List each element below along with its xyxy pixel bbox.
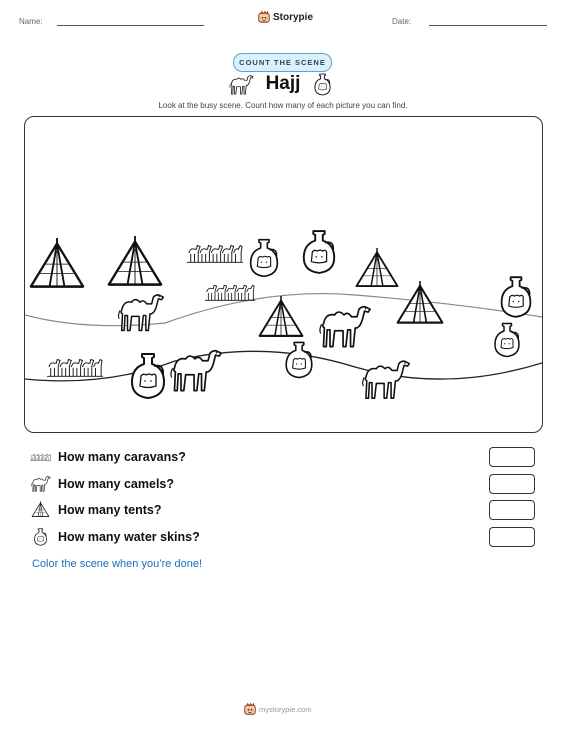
- question-text: How many camels?: [58, 477, 175, 491]
- scene-illustration: [25, 117, 542, 432]
- question-camels: [30, 475, 174, 493]
- tent-icon: [356, 248, 397, 286]
- question-water-skins: [30, 528, 200, 546]
- answer-box-camels[interactable]: [489, 474, 535, 494]
- water-skin-icon: [495, 324, 519, 357]
- date-field[interactable]: [429, 25, 547, 26]
- camel-icon: [320, 307, 370, 347]
- footer: [244, 703, 312, 715]
- camel-icon: [30, 475, 51, 493]
- activity-badge: [233, 53, 332, 72]
- answer-box-water-skins[interactable]: [489, 527, 535, 547]
- page-title: Hajj: [265, 73, 301, 94]
- question-text: How many caravans?: [58, 450, 186, 464]
- instructions: Look at the busy scene. Count how many of each picture you can find.: [158, 101, 408, 110]
- brand-name: Storypie: [273, 11, 314, 23]
- brand: [258, 11, 313, 23]
- water-skin-icon: [286, 342, 312, 377]
- water-skin-icon: [251, 240, 278, 277]
- date-label: Date:: [392, 17, 412, 26]
- water-skin-icon: [502, 277, 531, 317]
- question-caravans: [30, 448, 186, 466]
- name-field[interactable]: [57, 25, 204, 26]
- caravan-icon: [205, 285, 255, 300]
- tent-icon: [260, 296, 303, 336]
- answer-box-caravans[interactable]: [489, 447, 535, 467]
- water-skin-icon: [313, 73, 332, 96]
- scene-panel: [24, 116, 543, 433]
- water-skin-icon: [132, 354, 164, 398]
- storypie-logo-icon: [258, 11, 270, 23]
- tent-icon: [30, 501, 51, 519]
- caravan-icon: [187, 246, 243, 263]
- question-text: How many tents?: [58, 503, 162, 517]
- tent-icon: [109, 236, 161, 285]
- caravan-icon: [30, 452, 51, 462]
- storypie-logo-icon: [244, 703, 256, 715]
- water-skin-icon: [30, 528, 51, 546]
- tent-icon: [398, 281, 443, 323]
- water-skin-icon: [304, 231, 334, 273]
- badge-text: COUNT THE SCENE: [239, 58, 326, 67]
- name-label: Name:: [19, 17, 43, 26]
- footer-site: mystorypie.com: [259, 704, 312, 714]
- camel-icon: [228, 74, 254, 96]
- answer-box-tents[interactable]: [489, 500, 535, 520]
- caravan-icon: [47, 360, 103, 377]
- tent-icon: [31, 238, 83, 287]
- camel-icon: [363, 361, 410, 398]
- coloring-note: Color the scene when you’re done!: [32, 558, 202, 570]
- question-text: How many water skins?: [58, 530, 200, 544]
- question-tents: [30, 501, 162, 519]
